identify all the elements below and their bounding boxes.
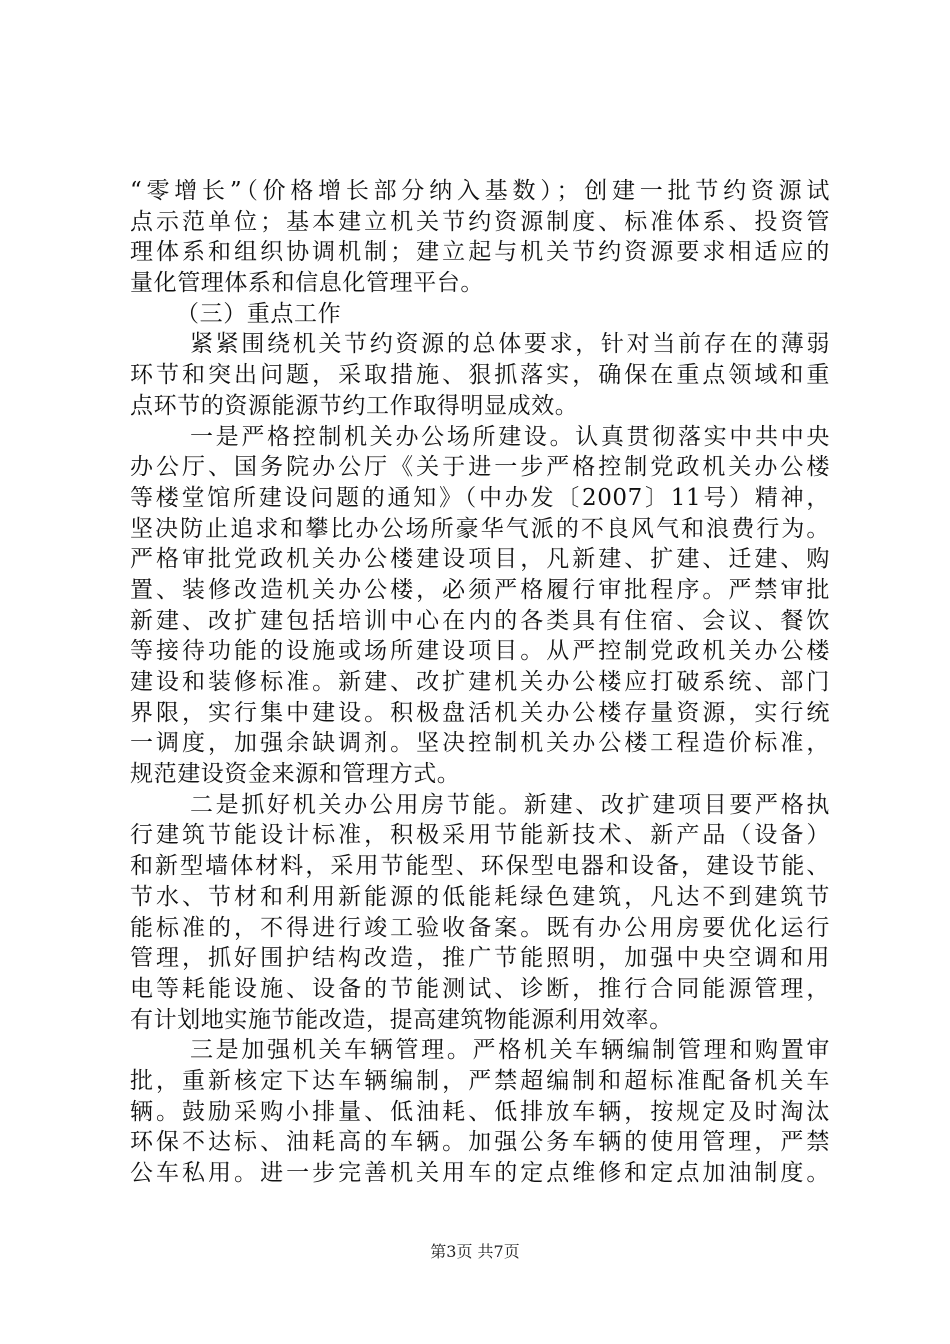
text-line: “零增长”（价格增长部分纳入基数）；创建一批节约资源试	[130, 178, 830, 204]
text-line: 二是抓好机关办公用房节能。新建、改扩建项目要严格执	[190, 791, 830, 818]
page-footer: 第3页 共7页	[430, 1242, 520, 1261]
text-line: 建设和装修标准。新建、改扩建机关办公楼应打破系统、部门	[130, 669, 830, 695]
text-line: 批，重新核定下达车辆编制，严禁超编制和超标准配备机关车	[130, 1067, 830, 1094]
text-line: 电等耗能设施、设备的节能测试、诊断，推行合同能源管理，	[130, 975, 830, 1002]
text-line: 量化管理体系和信息化管理平台。	[130, 270, 484, 297]
text-line: 一调度，加强余缺调剂。坚决控制机关办公楼工程造价标准，	[130, 730, 830, 757]
text-line: 等楼堂馆所建设问题的通知》（中办发〔2007〕11号）精神，	[130, 484, 830, 511]
text-line: 等接待功能的设施或场所建设项目。从严控制党政机关办公楼	[130, 638, 830, 665]
text-line: 置、装修改造机关办公楼，必须严格履行审批程序。严禁审批	[130, 576, 830, 603]
text-line: 节水、节材和利用新能源的低能耗绿色建筑，凡达不到建筑节	[130, 883, 830, 910]
text-line: 有计划地实施节能改造，提高建筑物能源利用效率。	[130, 1006, 673, 1033]
text-line: 环保不达标、油耗高的车辆。加强公务车辆的使用管理，严禁	[130, 1129, 830, 1156]
text-line: 界限，实行集中建设。积极盘活机关办公楼存量资源，实行统	[130, 699, 830, 726]
text-line: 公车私用。进一步完善机关用车的定点维修和定点加油制度。	[130, 1160, 830, 1186]
text-line: 新建、改扩建包括培训中心在内的各类具有住宿、会议、餐饮	[130, 607, 830, 634]
text-line: 办公厅、国务院办公厅《关于进一步严格控制党政机关办公楼	[130, 454, 830, 481]
text-line: 点示范单位；基本建立机关节约资源制度、标准体系、投资管	[130, 208, 830, 235]
text-line: 紧紧围绕机关节约资源的总体要求，针对当前存在的薄弱	[190, 331, 830, 358]
text-line: 管理，抓好围护结构改造，推广节能照明，加强中央空调和用	[130, 945, 830, 972]
text-line: 行建筑节能设计标准，积极采用节能新技术、新产品（设备）	[130, 822, 830, 849]
text-line: （三）重点工作	[176, 300, 342, 327]
text-line: 严格审批党政机关办公楼建设项目，凡新建、扩建、迁建、购	[130, 546, 830, 573]
text-line: 三是加强机关车辆管理。严格机关车辆编制管理和购置审	[190, 1037, 830, 1064]
text-line: 和新型墙体材料，采用节能型、环保型电器和设备，建设节能、	[130, 853, 830, 880]
text-line: 能标准的，不得进行竣工验收备案。既有办公用房要优化运行	[130, 914, 830, 941]
text-line: 点环节的资源能源节约工作取得明显成效。	[130, 392, 579, 419]
document-body	[130, 176, 830, 1189]
text-line: 环节和突出问题，采取措施、狠抓落实，确保在重点领域和重	[130, 362, 830, 389]
text-line: 一是严格控制机关办公场所建设。认真贯彻落实中共中央	[190, 423, 830, 450]
text-line: 坚决防止追求和攀比办公场所豪华气派的不良风气和浪费行为。	[130, 515, 830, 542]
text-line: 理体系和组织协调机制；建立起与机关节约资源要求相适应的	[130, 239, 830, 266]
text-line: 辆。鼓励采购小排量、低油耗、低排放车辆，按规定及时淘汰	[130, 1098, 830, 1125]
text-line: 规范建设资金来源和管理方式。	[130, 761, 461, 788]
